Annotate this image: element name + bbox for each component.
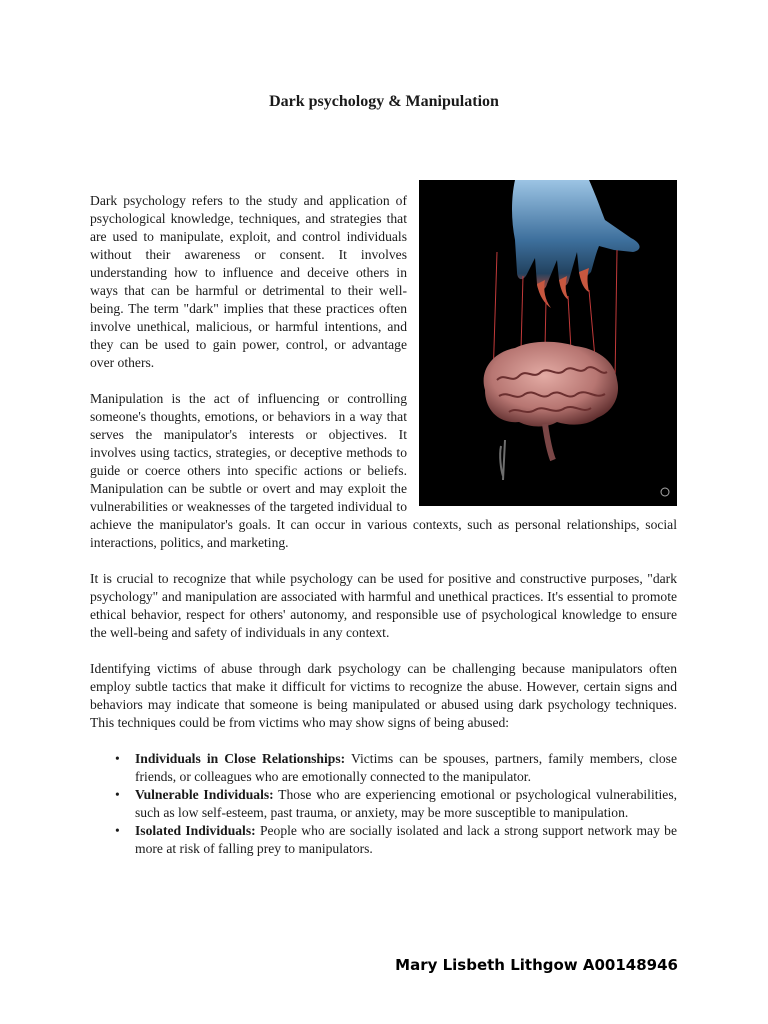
list-item-text: People who are socially isolated and lack a strong support network may be more at risk of falling prey to manipulators.	[135, 823, 677, 856]
puppet-brain-illustration	[419, 180, 677, 506]
list-item	[115, 786, 678, 822]
paragraph-4: Identifying victims of abuse through dark psychology can be challenging because manipulators often employ subtle tactics that make it difficult for victims to recognize the abuse. However, certain signs and behaviors may indicate that someone is being manipulated or abused using dark psychology techniques. This techniques could be from victims who may show signs of being abused:	[90, 661, 677, 730]
document-body	[90, 192, 677, 858]
list-item	[115, 822, 677, 858]
bullet-icon: •	[115, 787, 120, 802]
list-item-text: Victims can be spouses, partners, family members, close friends, or colleagues who are emotionally connected to the manipulator.	[135, 751, 677, 784]
bullet-list	[90, 750, 677, 858]
author-footer: Mary Lisbeth Lithgow A00148946	[395, 956, 678, 974]
list-item-term: Isolated Individuals:	[135, 823, 256, 838]
bullet-icon: •	[115, 751, 120, 766]
list-item	[115, 750, 677, 786]
paragraph-3: It is crucial to recognize that while psychology can be used for positive and constructive purposes, "dark psychology" and manipulation are associated with harmful and unethical practices. It's essential to promote ethical behavior, respect for others' autonomy, and responsible use of psychological knowledge to ensure the well-being and safety of individuals in any context.	[90, 571, 677, 640]
list-item-term: Individuals in Close Relationships:	[135, 751, 346, 766]
list-item-text: Those who are experiencing emotional or psychological vulnerabilities, such as low self-esteem, past trauma, or anxiety, may be more susceptible to manipulation.	[135, 787, 678, 820]
bullet-icon: •	[115, 823, 120, 838]
list-item-term: Vulnerable Individuals:	[135, 787, 274, 802]
paragraph-2: Manipulation is the act of influencing or controlling someone's thoughts, emotions, or behaviors in a way that serves the manipulator's interests or objectives. It involves using tactics, strategies, or deceptive methods to guide or coerce others into specific actions or beliefs. Manipulation can be subtle or overt and may exploit the vulnerabilities or weaknesses of the targeted individual to achieve the manipulator's goals. It can occur in various contexts, such as personal relationships, social interactions, politics, and marketing.	[90, 391, 677, 550]
document-title: Dark psychology & Manipulation	[269, 93, 499, 110]
paragraph-1: Dark psychology refers to the study and application of psychological knowledge, techniques, and strategies that are used to manipulate, exploit, and control individuals without their awareness or consent. It involves understanding how to influence and deceive others in ways that can be harmful or detrimental to their well-being. The term "dark" implies that these practices often involve unethical, malicious, or harmful intentions, and they can be used to gain power, control, or advantage over others.	[90, 193, 407, 370]
